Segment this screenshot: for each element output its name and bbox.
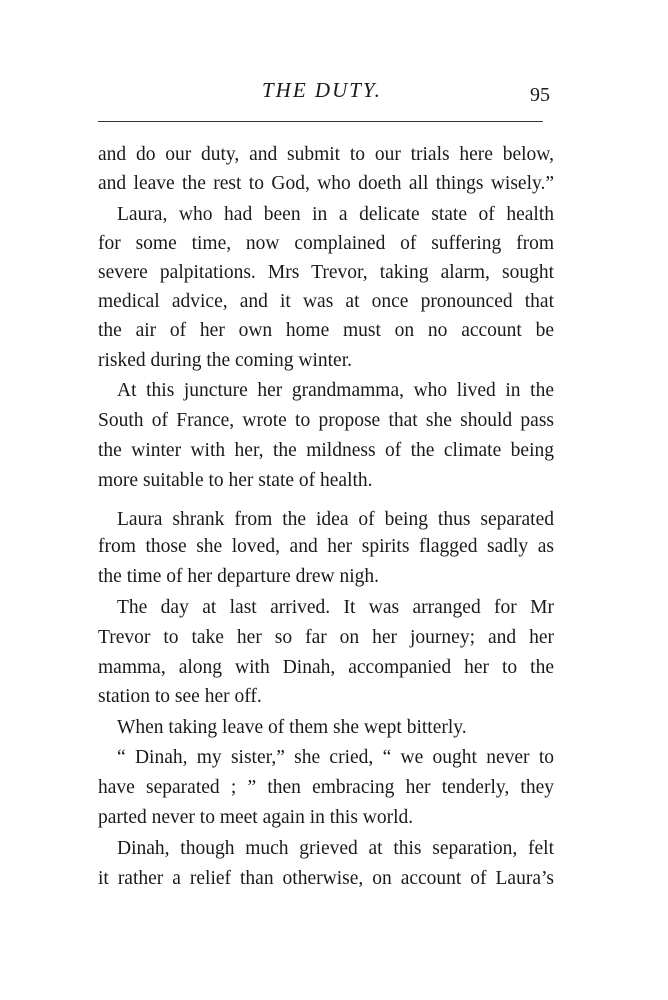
text-line: parted never to meet again in this world. — [98, 807, 414, 828]
running-header: THE DUTY. — [262, 78, 382, 102]
text-line: When taking leave of them she wept bitterly. — [117, 717, 467, 738]
text-line: At this juncture her grandmamma, who lived in the — [117, 380, 554, 401]
text-line: the winter with her, the mildness of the climate being — [98, 440, 554, 461]
text-line: from those she loved, and her spirits flagged sadly as — [98, 536, 554, 557]
page-number: 95 — [530, 84, 550, 106]
text-line: South of France, wrote to propose that she should pass — [98, 410, 554, 431]
text-line: Laura shrank from the idea of being thus separated — [117, 509, 554, 530]
text-line: the air of her own home must on no account be — [98, 320, 554, 341]
header-rule — [98, 121, 543, 122]
text-line: Dinah, though much grieved at this separation, felt — [117, 838, 554, 859]
text-line: Trevor to take her so far on her journey; and her — [98, 627, 554, 648]
text-line: risked during the coming winter. — [98, 350, 352, 371]
text-line: “ Dinah, my sister,” she cried, “ we ought never to — [117, 747, 554, 768]
text-line: and do our duty, and submit to our trials here below, — [98, 144, 554, 165]
text-line: the time of her departure drew nigh. — [98, 566, 380, 587]
text-line: medical advice, and it was at once pronounced that — [98, 291, 554, 312]
text-line: and leave the rest to God, who doeth all things wisely.” — [98, 173, 554, 194]
text-line: have separated ; ” then embracing her tenderly, they — [98, 777, 554, 798]
text-line: for some time, now complained of suffering from — [98, 233, 554, 254]
text-line: Laura, who had been in a delicate state of health — [117, 204, 554, 225]
text-line: station to see her off. — [98, 686, 262, 707]
text-line: mamma, along with Dinah, accompanied her to the — [98, 657, 554, 678]
text-line: more suitable to her state of health. — [98, 470, 373, 491]
text-line: severe palpitations. Mrs Trevor, taking alarm, sought — [98, 262, 554, 283]
text-line: it rather a relief than otherwise, on account of Laura’s — [98, 868, 554, 889]
text-line: The day at last arrived. It was arranged for Mr — [117, 597, 554, 618]
